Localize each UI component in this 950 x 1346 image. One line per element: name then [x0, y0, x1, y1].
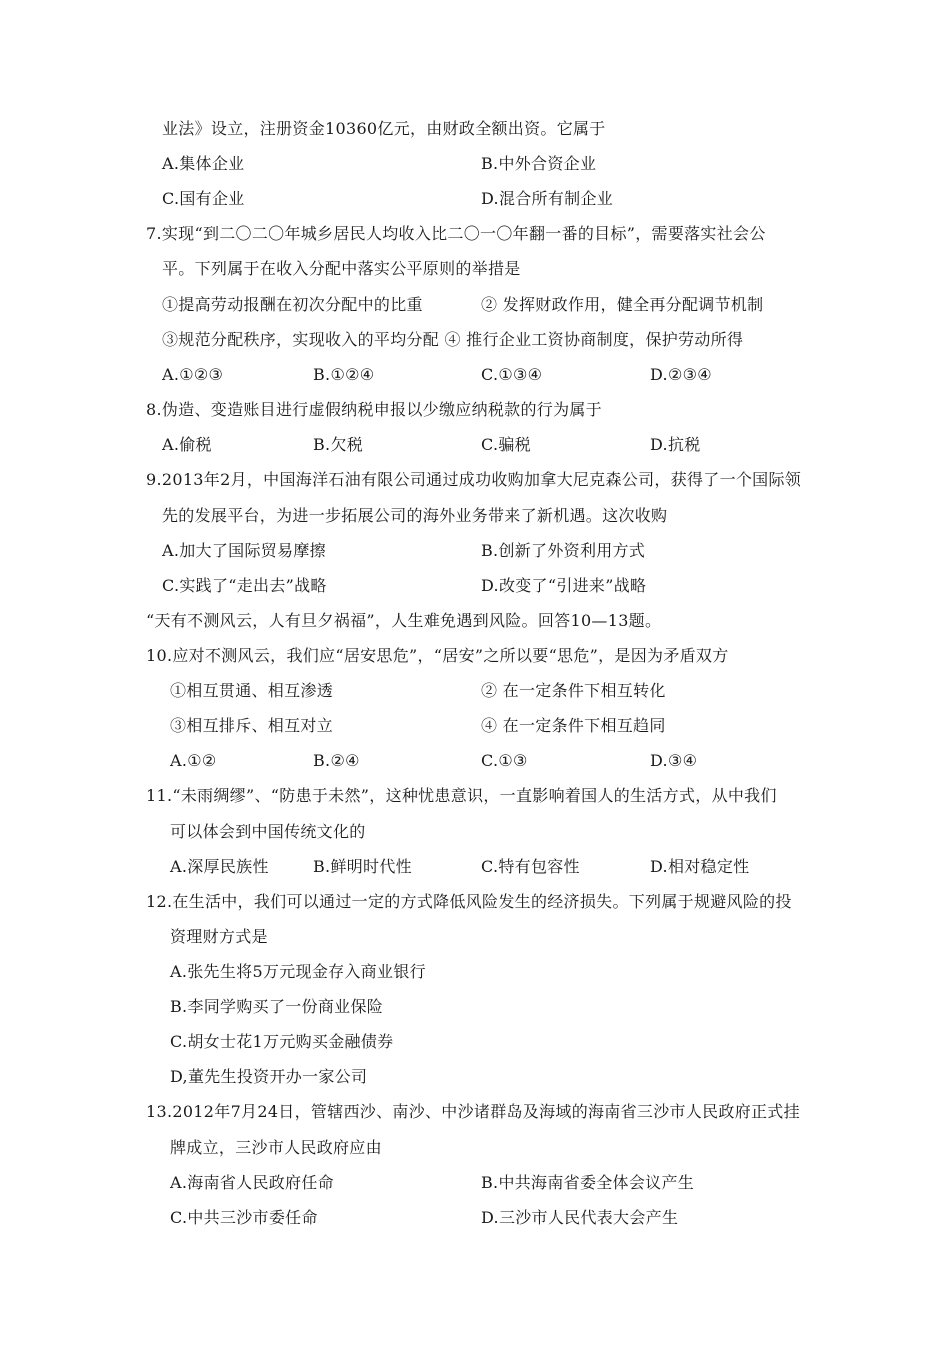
q8-option-b: B.欠税: [313, 435, 364, 454]
q6-option-d: D.混合所有制企业: [481, 189, 614, 208]
q13-stem-line2: 牌成立，三沙市人民政府应由: [170, 1138, 382, 1157]
q13-option-a: A.海南省人民政府任命: [170, 1173, 334, 1192]
q7-option-b: B.①②④: [313, 365, 375, 384]
q9-stem-line2: 先的发展平台，为进一步拓展公司的海外业务带来了新机遇。这次收购: [162, 506, 668, 525]
q9-option-c: C.实践了“走出去”战略: [162, 576, 327, 595]
q10-option-d: D.③④: [650, 751, 698, 770]
q11-option-b: B.鲜明时代性: [313, 857, 412, 876]
q6-stem-continuation: 业法》设立，注册资金10360亿元，由财政全额出资。它属于: [162, 119, 606, 138]
q12-option-d: D,董先生投资开办一家公司: [170, 1067, 368, 1086]
q6-option-c: C.国有企业: [162, 189, 245, 208]
q13-option-d: D.三沙市人民代表大会产生: [481, 1208, 679, 1227]
q7-statement-1: ①提高劳动报酬在初次分配中的比重: [162, 295, 423, 314]
q10-statement-2: ② 在一定条件下相互转化: [481, 681, 666, 700]
q9-option-b: B.创新了外资利用方式: [481, 541, 646, 560]
q12-stem-line2: 资理财方式是: [170, 927, 268, 946]
q6-option-b: B.中外合资企业: [481, 154, 597, 173]
q10-option-a: A.①②: [170, 751, 217, 770]
q11-stem-line1: 11.“未雨绸缪”、“防患于未然”，这种忧患意识，一直影响着国人的生活方式，从中我们: [146, 786, 777, 805]
q8-option-d: D.抗税: [650, 435, 701, 454]
q10-statement-1: ①相互贯通、相互渗透: [170, 681, 334, 700]
q7-statements-3-4: ③规范分配秩序，实现收入的平均分配 ④ 推行企业工资协商制度，保护劳动所得: [162, 330, 744, 349]
q6-option-a: A.集体企业: [162, 154, 245, 173]
q10-stem: 10.应对不测风云，我们应“居安思危”，“居安”之所以要“思危”，是因为矛盾双方: [146, 646, 729, 665]
q8-option-a: A.偷税: [162, 435, 212, 454]
q7-stem-line1: 7.实现“到二〇二〇年城乡居民人均收入比二〇一〇年翻一番的目标”，需要落实社会公: [146, 224, 766, 243]
q12-stem-line1: 12.在生活中，我们可以通过一定的方式降低风险发生的经济损失。下列属于规避风险的投: [146, 892, 792, 911]
q13-option-c: C.中共三沙市委任命: [170, 1208, 318, 1227]
q7-option-d: D.②③④: [650, 365, 712, 384]
q7-option-a: A.①②③: [162, 365, 224, 384]
q12-option-c: C.胡女士花1万元购买金融债券: [170, 1032, 394, 1051]
q13-option-b: B.中共海南省委全体会议产生: [481, 1173, 695, 1192]
q10-statement-4: ④ 在一定条件下相互趋同: [481, 716, 666, 735]
q12-option-a: A.张先生将5万元现金存入商业银行: [170, 962, 426, 981]
q8-option-c: C.骗税: [481, 435, 531, 454]
q9-option-a: A.加大了国际贸易摩擦: [162, 541, 326, 560]
q10-option-c: C.①③: [481, 751, 528, 770]
q10-option-b: B.②④: [313, 751, 360, 770]
section-intro: “天有不测风云，人有旦夕祸福”，人生难免遇到风险。回答10—13题。: [146, 611, 662, 630]
q10-statement-3: ③相互排斥、相互对立: [170, 716, 334, 735]
q7-option-c: C.①③④: [481, 365, 543, 384]
q9-option-d: D.改变了“引进来”战略: [481, 576, 647, 595]
q11-option-c: C.特有包容性: [481, 857, 580, 876]
q9-stem-line1: 9.2013年2月，中国海洋石油有限公司通过成功收购加拿大尼克森公司，获得了一个国际领: [146, 470, 802, 489]
q7-statement-2: ② 发挥财政作用，健全再分配调节机制: [481, 295, 764, 314]
q11-option-d: D.相对稳定性: [650, 857, 750, 876]
q11-option-a: A.深厚民族性: [170, 857, 269, 876]
q11-stem-line2: 可以体会到中国传统文化的: [170, 822, 366, 841]
q8-stem: 8.伪造、变造账目进行虚假纳税申报以少缴应纳税款的行为属于: [146, 400, 602, 419]
q13-stem-line1: 13.2012年7月24日，管辖西沙、南沙、中沙诸群岛及海域的海南省三沙市人民政府正式挂: [146, 1102, 800, 1121]
q12-option-b: B.李同学购买了一份商业保险: [170, 997, 384, 1016]
q7-stem-line2: 平。下列属于在收入分配中落实公平原则的举措是: [162, 259, 521, 278]
